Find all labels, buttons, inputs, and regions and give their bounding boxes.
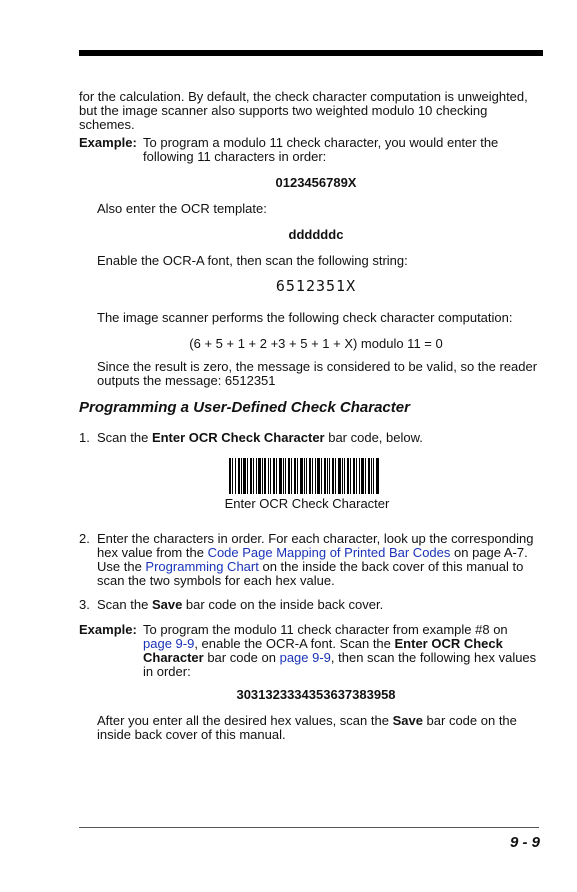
result-line: outputs the message: 6512351 (97, 373, 276, 388)
step-text: Use the (97, 559, 146, 574)
barcode-caption: Enter OCR Check Character (224, 496, 390, 511)
step-number: 1. (79, 430, 90, 445)
intro-line: but the image scanner also supports two weighted modulo 10 checking (79, 103, 488, 118)
page-9-9-link[interactable]: page 9-9 (279, 650, 331, 665)
enable-font-text: Enable the OCR-A font, then scan the following string: (97, 253, 408, 268)
example-label: Example: (79, 622, 137, 637)
footer-rule (79, 827, 539, 828)
step-2 (79, 532, 549, 588)
step-1 (79, 431, 423, 445)
example-text (143, 623, 543, 679)
example-line: , enable the OCR-A font. Scan the (194, 636, 395, 651)
section-heading: Programming a User-Defined Check Character (79, 399, 410, 416)
code-page-mapping-link[interactable]: Code Page Mapping of Printed Bar Codes (207, 545, 451, 560)
step-text: hex value from the (97, 545, 208, 560)
example-line: , then scan the following hex values (330, 650, 537, 665)
also-enter-text: Also enter the OCR template: (97, 201, 267, 216)
barcode-image (229, 458, 379, 494)
after-bold-text: Save (392, 713, 423, 728)
example-text (143, 136, 543, 164)
hex-values: 3031323334353637383958 (236, 687, 396, 702)
example-line: following 11 characters in order: (143, 149, 327, 164)
step-text: on page A-7. (450, 545, 528, 560)
header-rule (79, 50, 543, 56)
step-text: Scan the (97, 597, 152, 612)
step-text: on the inside the back cover of this manual to (258, 559, 524, 574)
example-characters: 0123456789X (275, 175, 357, 190)
step-text: bar code on the inside back cover. (182, 597, 384, 612)
step-text: scan the two symbols for each hex value. (97, 573, 335, 588)
result-paragraph (97, 360, 547, 388)
example-line: To program the modulo 11 check character from example #8 on (143, 622, 508, 637)
ocr-template: ddddddc (288, 227, 344, 242)
after-text: After you enter all the desired hex values, scan the (97, 713, 393, 728)
page-9-9-link[interactable]: page 9-9 (143, 636, 195, 651)
intro-line: schemes. (79, 117, 135, 132)
step-bold-text: Enter OCR Check Character (151, 430, 325, 445)
step-text: Enter the characters in order. For each character, look up the corresponding (97, 531, 534, 546)
result-line: Since the result is zero, the message is considered to be valid, so the reader (97, 359, 538, 374)
after-paragraph (97, 714, 547, 742)
computation-text: (6 + 5 + 1 + 2 +3 + 5 + 1 + X) modulo 11 = 0 (189, 336, 443, 351)
example-label: Example: (79, 135, 137, 150)
step-bold-text: Save (151, 597, 183, 612)
example-line: To program a modulo 11 check character, you would enter the (143, 135, 499, 150)
example-line: in order: (143, 664, 191, 679)
after-text: inside back cover of this manual. (97, 727, 286, 742)
ocr-string: 6512351X (275, 277, 357, 295)
intro-line: for the calculation. By default, the check character computation is unweighted, (79, 89, 528, 104)
step-text: Scan the (97, 430, 152, 445)
example-bold-text: Enter OCR Check (394, 636, 503, 651)
programming-chart-link[interactable]: Programming Chart (145, 559, 259, 574)
intro-paragraph (79, 90, 549, 132)
example-line: bar code on (203, 650, 280, 665)
step-text: bar code, below. (324, 430, 423, 445)
step-number: 3. (79, 597, 90, 612)
step-number: 2. (79, 531, 90, 546)
performs-text: The image scanner performs the following check character computation: (97, 310, 513, 325)
page-number: 9 - 9 (509, 834, 540, 851)
step-3 (79, 598, 383, 612)
after-text: bar code on the (422, 713, 517, 728)
example-bold-text: Character (143, 650, 204, 665)
